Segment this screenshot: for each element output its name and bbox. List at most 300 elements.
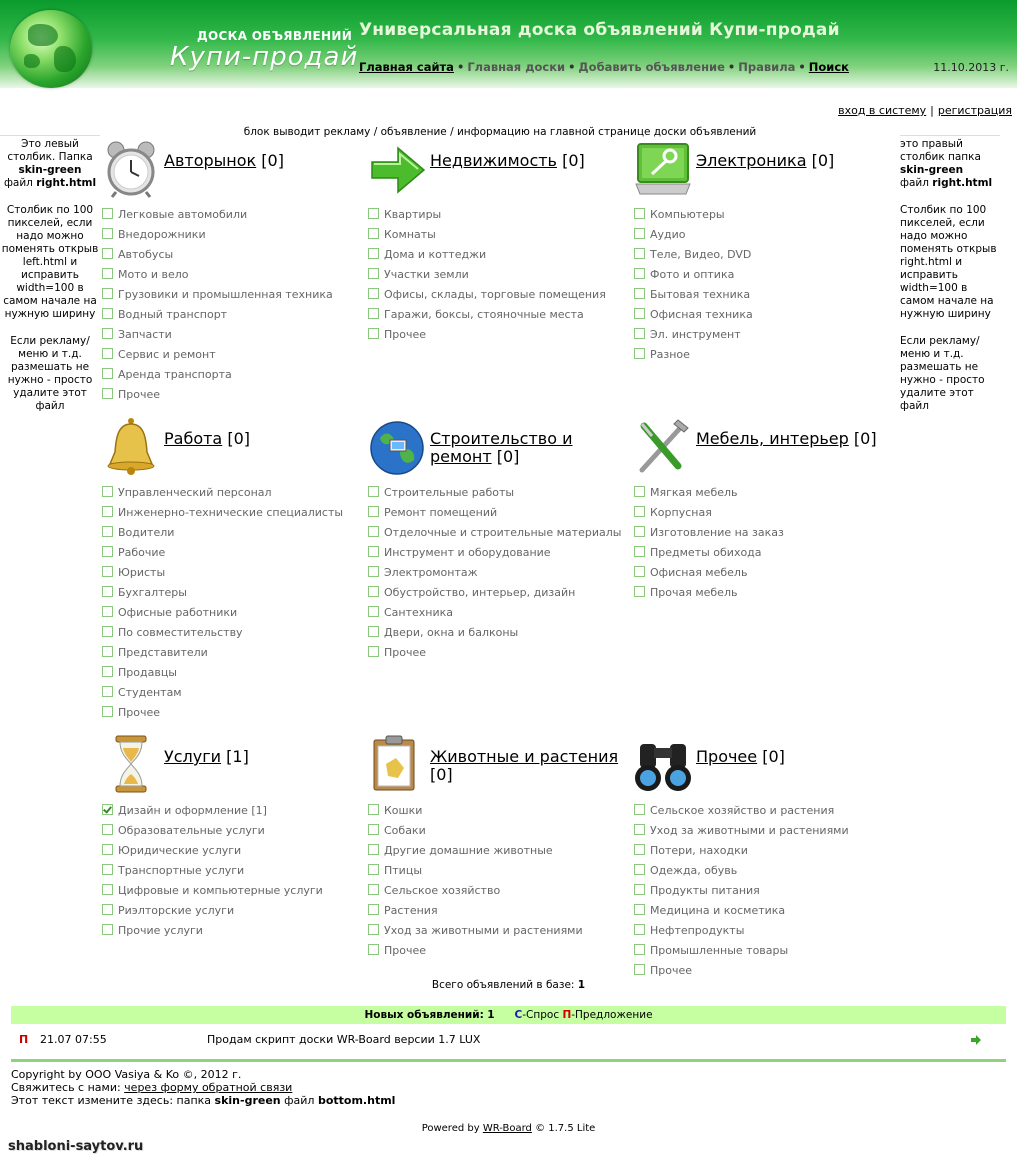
subcategory-label: Прочее xyxy=(118,706,161,719)
subcategory-item[interactable] xyxy=(634,566,896,579)
subcategory-label: Аудио xyxy=(650,228,686,241)
wr-board-link[interactable]: WR-Board xyxy=(482,1123,532,1134)
category-animals xyxy=(368,734,630,964)
subcategory-item[interactable] xyxy=(102,546,364,559)
hourglass-icon xyxy=(102,734,160,794)
subcategory-label: Медицина и косметика xyxy=(650,904,786,917)
subcategory-list xyxy=(634,486,896,599)
divider xyxy=(11,1059,1006,1062)
subcategory-label: Грузовики и промышленная техника xyxy=(118,288,333,301)
subcategory-label: Водный транспорт xyxy=(118,308,228,321)
checkbox-icon xyxy=(634,586,645,597)
subcategory-label: Офисная техника xyxy=(650,308,753,321)
subcategory-label: Образовательные услуги xyxy=(118,824,265,837)
subcategory-item[interactable] xyxy=(368,506,630,519)
checkbox-icon xyxy=(368,904,379,915)
footer: Copyright by ООО Vasiya & Ko ©, 2012 г. Свяжитесь с нами: через форму обратной связи Этот текст измените здесь: папка skin-green файл bottom.html xyxy=(11,1068,396,1107)
checkbox-icon xyxy=(368,268,379,279)
top-navigation: Главная сайта • Главная доски • Добавить объявление • Правила • Поиск xyxy=(359,60,849,74)
category-auto xyxy=(102,138,364,408)
subcategory-item[interactable] xyxy=(368,586,630,599)
checkbox-icon xyxy=(102,904,113,915)
subcategory-label: Продукты питания xyxy=(650,884,760,897)
checkbox-icon xyxy=(634,944,645,955)
subcategory-item[interactable] xyxy=(368,944,630,957)
subcategory-label: Нефтепродукты xyxy=(650,924,745,937)
subcategory-item[interactable] xyxy=(368,248,630,261)
subcategory-label: Потери, находки xyxy=(650,844,748,857)
feedback-link[interactable]: через форму обратной связи xyxy=(124,1081,293,1094)
subcategory-label: Обустройство, интерьер, дизайн xyxy=(384,586,576,599)
checkbox-icon xyxy=(634,248,645,259)
checkbox-icon xyxy=(368,804,379,815)
category-title-link[interactable]: Электроника xyxy=(696,151,807,170)
checkbox-icon xyxy=(102,844,113,855)
checkbox-icon xyxy=(368,486,379,497)
offer-label: -Предложение xyxy=(571,1009,653,1021)
subcategory-label: Студентам xyxy=(118,686,182,699)
subcategory-label: Квартиры xyxy=(384,208,442,221)
subcategory-item[interactable] xyxy=(102,348,364,361)
subcategory-item[interactable] xyxy=(368,606,630,619)
category-title-link[interactable]: Строительство и ремонт xyxy=(430,429,573,466)
subcategory-label: Управленческий персонал xyxy=(118,486,272,499)
checkbox-icon xyxy=(102,686,113,697)
subcategory-item[interactable] xyxy=(634,486,896,499)
subcategory-item[interactable] xyxy=(368,824,630,837)
footer-edit-note: Этот текст измените здесь: папка skin-green файл bottom.html xyxy=(11,1094,396,1107)
login-link[interactable]: вход в систему xyxy=(838,104,927,117)
subcategory-label: Рабочие xyxy=(118,546,166,559)
laptop-key-icon xyxy=(634,138,692,198)
subcategory-item[interactable] xyxy=(102,248,364,261)
subcategory-label: Представители xyxy=(118,646,208,659)
subcategory-label: Изготовление на заказ xyxy=(650,526,784,539)
subcategory-item[interactable] xyxy=(102,884,364,897)
subcategory-list xyxy=(102,208,364,401)
subcategory-label: Прочее xyxy=(384,328,427,341)
checkbox-icon xyxy=(634,328,645,339)
subcategory-item[interactable] xyxy=(634,288,896,301)
checkbox-icon xyxy=(368,228,379,239)
subcategory-item[interactable] xyxy=(368,526,630,539)
subcategory-label: Ремонт помещений xyxy=(384,506,498,519)
subcategory-label: Сантехника xyxy=(384,606,454,619)
subcategory-label: Офисы, склады, торговые помещения xyxy=(384,288,606,301)
checkbox-icon xyxy=(102,328,113,339)
subcategory-item[interactable] xyxy=(368,546,630,559)
checkbox-icon xyxy=(102,308,113,319)
demand-label: -Спрос xyxy=(522,1009,560,1021)
checkbox-icon xyxy=(368,864,379,875)
subcategory-item[interactable] xyxy=(634,526,896,539)
subcategory-label: Автобусы xyxy=(118,248,174,261)
checkbox-icon xyxy=(368,626,379,637)
subcategory-item[interactable] xyxy=(368,884,630,897)
nav-home-site-link[interactable]: Главная сайта xyxy=(359,60,454,74)
subcategory-item[interactable] xyxy=(634,208,896,221)
subcategory-list xyxy=(102,804,364,937)
checkbox-icon xyxy=(102,864,113,875)
subcategory-label: Промышленные товары xyxy=(650,944,789,957)
subcategory-item[interactable] xyxy=(102,864,364,877)
subcategory-item[interactable] xyxy=(102,904,364,917)
checkbox-icon xyxy=(634,526,645,537)
category-other xyxy=(634,734,896,984)
left-col-delete-note: Если рекламу/меню и т.д. размешать не нужно - просто удалите этот файл xyxy=(7,335,93,412)
globe-network-icon xyxy=(368,416,426,476)
alarm-clock-icon xyxy=(102,138,160,198)
subcategory-label: Дома и коттеджи xyxy=(384,248,487,261)
subcategory-label: Корпусная xyxy=(650,506,712,519)
checkbox-icon xyxy=(102,824,113,835)
checkbox-icon xyxy=(102,626,113,637)
checkbox-icon xyxy=(368,506,379,517)
checkbox-icon xyxy=(368,824,379,835)
subcategory-label: Офисные работники xyxy=(118,606,238,619)
subcategory-list xyxy=(634,208,896,361)
subcategory-item[interactable] xyxy=(102,208,364,221)
banner-text: блок выводит рекламу / объявление / информацию на главной странице доски объявлений xyxy=(243,126,757,138)
site-header xyxy=(0,0,1017,88)
subcategory-label: Предметы обихода xyxy=(650,546,762,559)
subcategory-label: Птицы xyxy=(384,864,423,877)
subcategory-label: Строительные работы xyxy=(384,486,515,499)
subcategory-label: Отделочные и строительные материалы xyxy=(384,526,622,539)
subcategory-item[interactable] xyxy=(368,288,630,301)
checkbox-icon xyxy=(634,884,645,895)
category-furniture xyxy=(634,416,896,606)
subcategory-item[interactable] xyxy=(368,208,630,221)
subcategory-item[interactable] xyxy=(634,328,896,341)
category-title-link[interactable]: Недвижимость xyxy=(430,151,557,170)
subcategory-label: Участки земли xyxy=(384,268,469,281)
checkbox-icon xyxy=(634,228,645,239)
subcategory-label: Легковые автомобили xyxy=(118,208,248,221)
subcategory-item[interactable] xyxy=(102,486,364,499)
checkbox-icon xyxy=(102,586,113,597)
subcategory-label: Разное xyxy=(650,348,690,361)
subcategory-item[interactable] xyxy=(634,506,896,519)
checkbox-icon xyxy=(368,566,379,577)
checkbox-icon xyxy=(102,388,113,399)
subcategory-item[interactable] xyxy=(368,646,630,659)
checkbox-icon xyxy=(102,706,113,717)
checkbox-icon xyxy=(102,208,113,219)
subcategory-item[interactable] xyxy=(102,626,364,639)
subcategory-item[interactable] xyxy=(102,706,364,719)
subcategory-label: Сельское хозяйство и растения xyxy=(650,804,835,817)
subcategory-label: Юридические услуги xyxy=(118,844,242,857)
checkbox-icon xyxy=(634,546,645,557)
subcategory-item[interactable] xyxy=(634,864,896,877)
subcategory-item[interactable] xyxy=(102,586,364,599)
subcategory-item[interactable] xyxy=(102,288,364,301)
checkbox-icon xyxy=(102,368,113,379)
subcategory-item[interactable] xyxy=(102,328,364,341)
category-count: [0] xyxy=(562,151,585,170)
left-col-note: Это левый столбик. Папка skin-green файл right.html xyxy=(3,138,97,189)
subcategory-item[interactable] xyxy=(634,904,896,917)
subcategory-item[interactable] xyxy=(102,824,364,837)
category-count: [0] xyxy=(853,429,877,448)
left-column xyxy=(0,135,100,427)
checkbox-icon xyxy=(102,268,113,279)
subcategory-label: Транспортные услуги xyxy=(118,864,245,877)
register-link[interactable]: регистрация xyxy=(937,104,1012,117)
checkbox-icon xyxy=(368,884,379,895)
subcategory-item[interactable] xyxy=(368,268,630,281)
right-col-note: это правый столбик папка skin-green файл right.html xyxy=(900,138,993,189)
subcategory-label: Уход за животными и растениями xyxy=(650,824,849,837)
subcategory-label: Аренда транспорта xyxy=(118,368,232,381)
checkbox-icon xyxy=(368,328,379,339)
subcategory-item[interactable] xyxy=(634,268,896,281)
checkbox-icon xyxy=(634,864,645,875)
nav-rules-link[interactable]: Правила xyxy=(738,60,796,74)
checkbox-icon xyxy=(102,348,113,359)
checkbox-icon xyxy=(368,546,379,557)
subcategory-label: Прочее xyxy=(650,964,693,977)
subcategory-label: Комнаты xyxy=(384,228,436,241)
subcategory-item[interactable] xyxy=(368,486,630,499)
checkbox-icon xyxy=(102,646,113,657)
subcategory-label: Собаки xyxy=(384,824,426,837)
checkbox-icon xyxy=(634,566,645,577)
subcategory-item[interactable] xyxy=(102,506,364,519)
checkbox-icon xyxy=(634,904,645,915)
subcategory-label: Теле, Видео, DVD xyxy=(650,248,752,261)
checkbox-icon xyxy=(368,208,379,219)
subcategory-item[interactable] xyxy=(102,686,364,699)
subcategory-item[interactable] xyxy=(102,368,364,381)
subcategory-label: Компьютеры xyxy=(650,208,725,221)
nav-add-ad-link[interactable]: Добавить объявление xyxy=(578,60,725,74)
category-realty xyxy=(368,138,630,348)
subcategory-label: Двери, окна и балконы xyxy=(384,626,519,639)
tools-icon xyxy=(634,416,692,476)
checkbox-icon xyxy=(102,566,113,577)
checkbox-icon xyxy=(634,348,645,359)
subcategory-label: Бытовая техника xyxy=(650,288,751,301)
subcategory-item[interactable] xyxy=(102,268,364,281)
subcategory-label: Риэлторские услуги xyxy=(118,904,235,917)
subcategory-item[interactable] xyxy=(634,944,896,957)
checkbox-icon xyxy=(102,606,113,617)
subcategory-item[interactable] xyxy=(102,844,364,857)
subcategory-list xyxy=(368,208,630,341)
subcategory-list xyxy=(634,804,896,977)
header-date: 11.10.2013 г. xyxy=(933,61,1009,74)
subcategory-label: Сервис и ремонт xyxy=(118,348,216,361)
subcategory-label: Уход за животными и растениями xyxy=(384,924,583,937)
copyright: Copyright by ООО Vasiya & Ko ©, 2012 г. xyxy=(11,1068,242,1081)
ad-row[interactable] xyxy=(11,1030,1006,1050)
checkbox-icon xyxy=(634,824,645,835)
category-title-link[interactable]: Животные и растения xyxy=(430,747,619,766)
category-jobs xyxy=(102,416,364,726)
watermark: shabloni-saytov.ru xyxy=(8,1139,144,1154)
subcategory-label: Внедорожники xyxy=(118,228,206,241)
subcategory-label: Электромонтаж xyxy=(384,566,478,579)
site-title: Универсальная доска объявлений Купи-продай xyxy=(359,20,840,40)
checkbox-icon xyxy=(102,924,113,935)
subcategory-item[interactable] xyxy=(634,308,896,321)
globe-logo-icon[interactable] xyxy=(10,10,92,88)
subcategory-item[interactable] xyxy=(102,924,364,937)
subcategory-label: Водители xyxy=(118,526,175,539)
subcategory-item[interactable] xyxy=(368,228,630,241)
category-count: [0] xyxy=(496,447,520,466)
checkbox-icon xyxy=(634,844,645,855)
subcategory-item[interactable] xyxy=(634,248,896,261)
subcategory-label: Гаражи, боксы, стояночные места xyxy=(384,308,584,321)
category-construction xyxy=(368,416,630,666)
subcategory-item[interactable] xyxy=(102,646,364,659)
subcategory-item[interactable] xyxy=(102,388,364,401)
subcategory-label: Прочая мебель xyxy=(650,586,738,599)
logo-title[interactable]: Купи-продай xyxy=(170,42,359,72)
category-count: [0] xyxy=(261,151,284,170)
subcategory-label: Кошки xyxy=(384,804,423,817)
checkbox-icon xyxy=(634,208,645,219)
category-title-link[interactable]: Прочее xyxy=(696,747,758,766)
subcategory-label: Продавцы xyxy=(118,666,177,679)
subcategory-label: Запчасти xyxy=(118,328,172,341)
category-count: [1] xyxy=(226,747,249,766)
subcategory-label: Бухгалтеры xyxy=(118,586,187,599)
subcategory-label: По совместительству xyxy=(118,626,243,639)
subcategory-item[interactable] xyxy=(102,666,364,679)
subcategory-item[interactable] xyxy=(634,824,896,837)
subcategory-label: Прочее xyxy=(384,944,427,957)
subcategory-label: Сельское хозяйство xyxy=(384,884,501,897)
subcategory-item[interactable] xyxy=(102,566,364,579)
subcategory-list xyxy=(368,486,630,659)
powered-by: Powered by WR-Board © 1.7.5 Lite xyxy=(421,1123,596,1134)
subcategory-item[interactable] xyxy=(102,804,364,817)
checkbox-icon xyxy=(634,804,645,815)
checkbox-icon xyxy=(634,924,645,935)
subcategory-label: Мягкая мебель xyxy=(650,486,738,499)
checkbox-icon xyxy=(368,526,379,537)
subcategory-item[interactable] xyxy=(102,526,364,539)
demand-letter: С xyxy=(514,1009,523,1021)
checkbox-icon xyxy=(634,506,645,517)
checkbox-icon xyxy=(102,486,113,497)
subcategory-item[interactable] xyxy=(634,546,896,559)
subcategory-label: Другие домашние животные xyxy=(384,844,553,857)
bell-icon xyxy=(102,416,160,476)
category-title-link[interactable]: Работа xyxy=(164,429,223,448)
checkbox-icon xyxy=(368,844,379,855)
login-bar: вход в систему | регистрация xyxy=(838,104,1012,117)
checkbox-icon xyxy=(368,248,379,259)
nav-search-link[interactable]: Поиск xyxy=(808,60,849,74)
subcategory-item[interactable] xyxy=(634,884,896,897)
category-title-link[interactable]: Мебель, интерьер xyxy=(696,429,849,448)
subcategory-list xyxy=(368,804,630,957)
subcategory-item[interactable] xyxy=(368,566,630,579)
checkbox-icon xyxy=(634,268,645,279)
checkbox-icon xyxy=(102,228,113,239)
checkbox-icon xyxy=(368,944,379,955)
subcategory-item[interactable] xyxy=(634,228,896,241)
subcategory-item[interactable] xyxy=(368,924,630,937)
checkbox-icon xyxy=(102,248,113,259)
right-col-delete-note: Если рекламу/меню и т.д. размешать не нужно - просто удалите этот файл xyxy=(900,335,985,412)
left-col-width-note: Столбик по 100 пикселей, если надо можно поменять открыв left.html и исправить width=100 в самом начале на нужную ширину xyxy=(1,204,99,320)
ad-datetime: 21.07 07:55 xyxy=(40,1033,107,1046)
ad-type: П xyxy=(19,1033,29,1046)
category-title-link[interactable]: Услуги xyxy=(164,747,222,766)
subcategory-label: Офисная мебель xyxy=(650,566,748,579)
subcategory-item[interactable] xyxy=(634,924,896,937)
subcategory-item[interactable] xyxy=(368,864,630,877)
subcategory-label: Мото и вело xyxy=(118,268,189,281)
right-column xyxy=(900,135,1000,427)
checkbox-icon xyxy=(102,884,113,895)
subcategory-item[interactable] xyxy=(634,964,896,977)
subcategory-item[interactable] xyxy=(368,626,630,639)
ad-title[interactable]: Продам скрипт доски WR-Board версии 1.7 LUX xyxy=(207,1033,481,1046)
checkbox-icon xyxy=(368,308,379,319)
arrow-right-icon[interactable] xyxy=(970,1034,982,1046)
subcategory-list xyxy=(102,486,364,719)
subcategory-label: Инженерно-технические специалисты xyxy=(118,506,344,519)
subcategory-item[interactable] xyxy=(634,586,896,599)
logo-subtitle: ДОСКА ОБЪЯВЛЕНИЙ xyxy=(197,29,353,43)
subcategory-item[interactable] xyxy=(368,308,630,321)
subcategory-label: Прочие услуги xyxy=(118,924,203,937)
subcategory-item[interactable] xyxy=(368,328,630,341)
total-ads: Всего объявлений в базе: 1 xyxy=(431,979,586,991)
subcategory-item[interactable] xyxy=(102,606,364,619)
checkbox-icon xyxy=(102,804,113,815)
clipboard-icon xyxy=(368,734,426,794)
checkbox-icon xyxy=(634,308,645,319)
binoculars-icon xyxy=(634,734,692,794)
checkbox-icon xyxy=(634,964,645,975)
category-electronics xyxy=(634,138,896,368)
checkbox-icon xyxy=(368,586,379,597)
subcategory-label: Инструмент и оборудование xyxy=(384,546,551,559)
nav-home-board-link[interactable]: Главная доски xyxy=(467,60,566,74)
subcategory-label: Одежда, обувь xyxy=(650,864,738,877)
subcategory-label: Дизайн и оформление [1] xyxy=(118,804,267,817)
subcategory-label: Эл. инструмент xyxy=(650,328,741,341)
subcategory-item[interactable] xyxy=(634,348,896,361)
checkbox-icon xyxy=(368,924,379,935)
category-title-link[interactable]: Авторынок xyxy=(164,151,257,170)
checkbox-icon xyxy=(102,288,113,299)
offer-letter: П xyxy=(562,1009,572,1021)
checkbox-icon xyxy=(102,526,113,537)
checkbox-icon xyxy=(368,606,379,617)
subcategory-item[interactable] xyxy=(368,844,630,857)
subcategory-item[interactable] xyxy=(634,844,896,857)
subcategory-item[interactable] xyxy=(102,228,364,241)
subcategory-label: Прочее xyxy=(384,646,427,659)
subcategory-item[interactable] xyxy=(102,308,364,321)
checkbox-icon xyxy=(102,546,113,557)
subcategory-item[interactable] xyxy=(368,904,630,917)
subcategory-item[interactable] xyxy=(634,804,896,817)
checkbox-icon xyxy=(634,288,645,299)
subcategory-item[interactable] xyxy=(368,804,630,817)
checkbox-icon xyxy=(634,486,645,497)
category-count: [0] xyxy=(811,151,835,170)
